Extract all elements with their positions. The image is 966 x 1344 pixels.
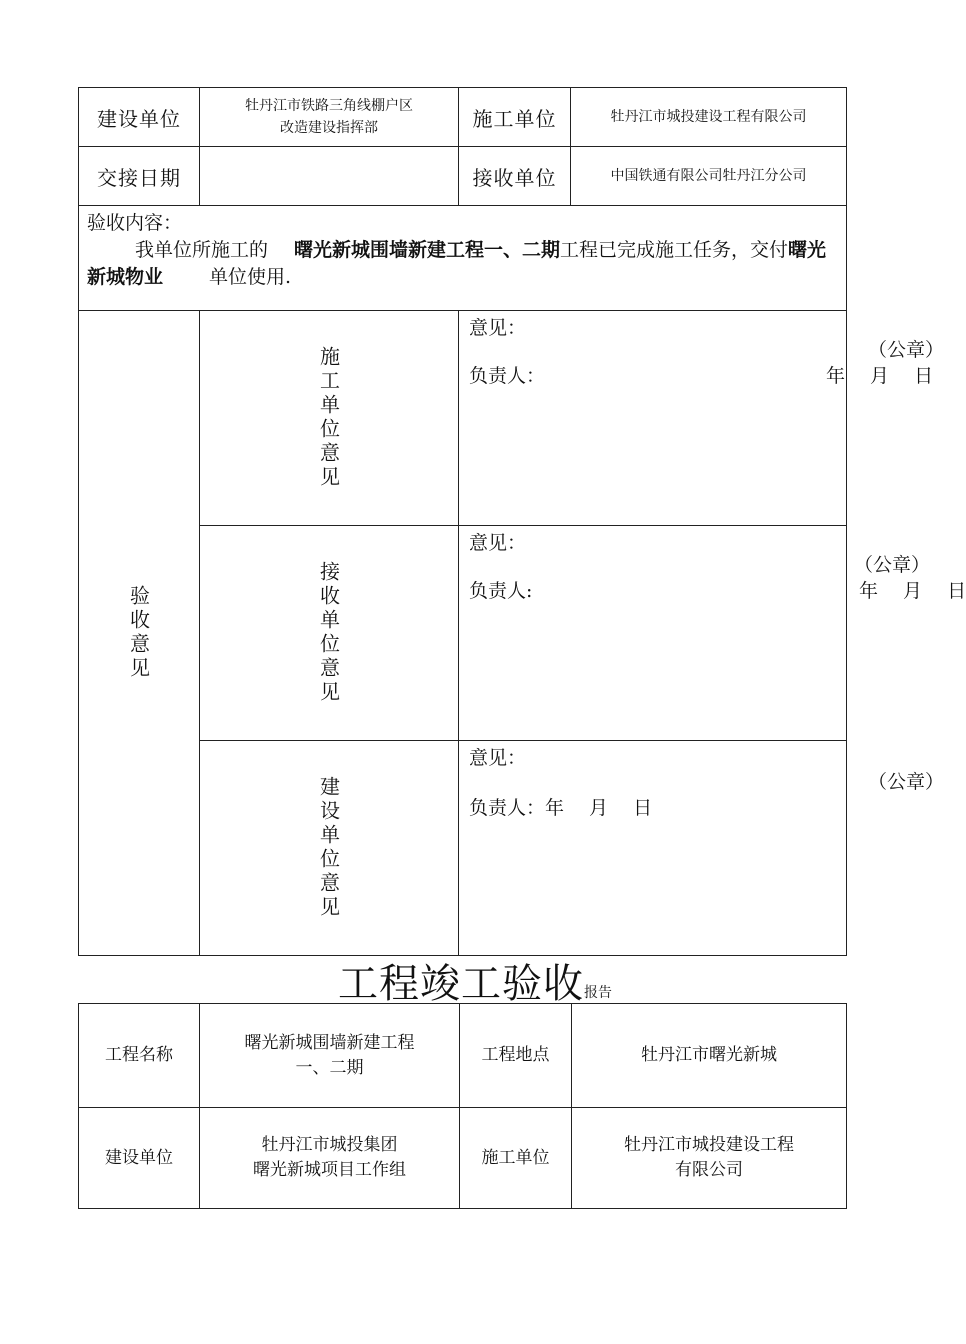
recipient-bold: 曙光新城物业	[87, 239, 827, 288]
owner-person-date: 负责人：年 月 日	[469, 797, 653, 819]
contractor-date: 年 月 日	[826, 365, 934, 387]
report-contractor-value	[572, 1108, 847, 1209]
owner-label: 建设单位	[79, 1108, 200, 1209]
project-location-label: 工程地点	[460, 1004, 572, 1108]
contractor-opinion-side-text: 施工单位意见	[316, 346, 341, 490]
contractor-opinion-label: 意见：	[469, 317, 527, 339]
receiver-opinion-label: 意见：	[469, 532, 527, 554]
completion-report-table	[78, 1003, 847, 1209]
owner-line1: 牡丹江市城投集团	[261, 1135, 398, 1155]
contractor-value: 牡丹江市城投建设工程有限公司	[571, 88, 847, 147]
contractor-opinion-cell[interactable]	[459, 311, 945, 526]
project-name-label: 工程名称	[79, 1004, 200, 1108]
receiver-opinion-side-label	[200, 526, 459, 741]
receiver-label: 接收单位	[459, 147, 571, 206]
receiver-opinion-side-text: 接收单位意见	[316, 561, 341, 705]
handover-form-table	[78, 87, 966, 956]
project-name-value	[200, 1004, 460, 1108]
acceptance-opinion-group-label	[79, 311, 200, 956]
project-name-line1: 曙光新城围墙新建工程	[244, 1032, 415, 1053]
report-title-main: 工程竣工验收	[338, 961, 584, 1007]
receiver-value: 中国铁通有限公司牡丹江分公司	[571, 147, 847, 206]
receiver-opinion-cell[interactable]	[459, 526, 966, 741]
project-location-value: 牡丹江市曙光新城	[572, 1004, 847, 1108]
content-text-mid: 工程已完成施工任务，交付	[560, 239, 789, 261]
content-text-pre: 我单位所施工的	[135, 239, 269, 261]
report-contractor-line1: 牡丹江市城投建设工程	[624, 1135, 794, 1155]
report-title-suffix: 报告	[584, 985, 612, 1001]
acceptance-opinion-group-text: 验收意见	[126, 585, 151, 681]
construction-owner-value-line1: 牡丹江市铁路三角线棚户区	[245, 98, 413, 114]
report-contractor-line2: 有限公司	[675, 1160, 743, 1180]
receiver-date: 年 月 日	[859, 580, 966, 602]
acceptance-content	[79, 206, 847, 311]
owner-opinion-side-label	[200, 741, 459, 956]
receiver-person-label: 负责人:	[469, 580, 533, 602]
acceptance-content-text	[87, 237, 838, 291]
contractor-opinion-side-label	[200, 311, 459, 526]
handover-date-value[interactable]	[200, 147, 459, 206]
owner-opinion-cell[interactable]	[459, 741, 945, 956]
content-text-post: 单位使用.	[209, 266, 292, 288]
construction-owner-label: 建设单位	[79, 88, 200, 147]
contractor-label: 施工单位	[459, 88, 571, 147]
handover-date-label: 交接日期	[79, 147, 200, 206]
construction-owner-value-line2: 改造建设指挥部	[280, 120, 378, 136]
contractor-seal: （公章）	[868, 339, 945, 361]
construction-owner-value	[200, 88, 459, 147]
acceptance-content-heading: 验收内容：	[87, 212, 183, 234]
report-contractor-label: 施工单位	[460, 1108, 572, 1209]
owner-opinion-side-text: 建设单位意见	[316, 776, 341, 920]
owner-opinion-label: 意见：	[469, 747, 527, 769]
project-name-line2: 一、二期	[295, 1057, 364, 1078]
owner-value	[200, 1108, 460, 1209]
owner-seal: （公章）	[868, 771, 945, 793]
owner-line2: 曙光新城项目工作组	[253, 1160, 406, 1180]
receiver-seal: （公章）	[854, 554, 931, 576]
report-title	[0, 952, 950, 1009]
project-name-bold: 曙光新城围墙新建工程一、二期	[294, 239, 561, 261]
contractor-person-label: 负责人：	[469, 365, 546, 387]
